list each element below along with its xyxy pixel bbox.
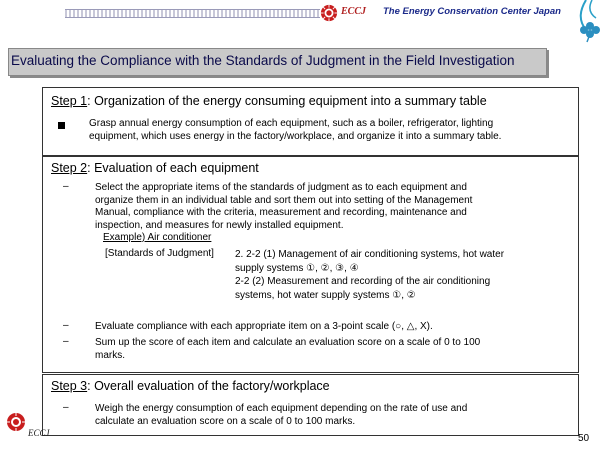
step1-box — [42, 87, 579, 156]
step1-title: : Organization of the energy consuming equipment into a summary table — [87, 94, 487, 108]
standards-line: supply systems ①, ②, ③, ④ — [235, 262, 359, 274]
step2-para3 — [95, 337, 480, 362]
step3-line: calculate an evaluation score on a scale of 0 to 100 marks. — [95, 415, 356, 427]
step2-line: inspection, and measures for newly installed equipment. — [95, 219, 344, 231]
dash-bullet-icon: – — [63, 402, 69, 413]
standards-line: 2-2 (2) Measurement and recording of the air conditioning — [235, 276, 491, 287]
page-number: 50 — [578, 433, 590, 444]
header-brand: ECCJ — [341, 6, 367, 17]
step1-number: Step 1 — [51, 94, 88, 108]
page-title: Evaluating the Compliance with the Standards of Judgment in the Field Investigation — [11, 53, 515, 68]
standards-label: [Standards of Judgment] — [105, 248, 214, 259]
standards-line: systems, hot water supply systems ①, ② — [235, 289, 416, 301]
step2-box — [42, 156, 579, 373]
step3-heading — [51, 379, 330, 393]
step2-line: marks. — [95, 349, 125, 361]
step3-line: Weigh the energy consumption of each equipment depending on the rate of use and — [95, 403, 468, 414]
step3-number: Step 3 — [51, 379, 88, 393]
step2-title: : Evaluation of each equipment — [87, 161, 259, 175]
step2-line: Manual, compliance with the criteria, measurement and recording, maintenance and — [95, 207, 467, 218]
standards-line: 2. 2-2 (1) Management of air conditioning systems, hot water — [235, 249, 505, 260]
clover-swoosh-icon — [556, 0, 600, 44]
title-banner — [8, 48, 547, 76]
step2-line: Select the appropriate items of the standards of judgment as to each equipment and — [95, 182, 467, 193]
example-label: Example) Air conditioner — [103, 232, 212, 243]
step1-heading — [51, 94, 487, 108]
step2-line: organize them in an individual table and sort them out into setting of the Management — [95, 194, 473, 206]
step1-line: equipment, which uses energy in the factory/workplace, and organize it into a summary table. — [89, 130, 502, 142]
step3-title: : Overall evaluation of the factory/workplace — [87, 379, 330, 393]
step2-number: Step 2 — [51, 161, 88, 175]
footer-brand: ECCJ — [28, 428, 50, 438]
step3-text — [95, 403, 467, 428]
step1-text — [89, 118, 501, 143]
dash-bullet-icon: – — [63, 181, 69, 192]
dash-bullet-icon: – — [63, 320, 69, 331]
header-rule — [65, 9, 320, 18]
step2-line: Sum up the score of each item and calculate an evaluation score on a scale of 0 to 100 — [95, 337, 481, 348]
header-org-name: The Energy Conservation Center Japan — [383, 6, 561, 17]
step1-line: Grasp annual energy consumption of each equipment, such as a boiler, refrigerator, lighting — [89, 118, 494, 129]
standards-list — [235, 248, 504, 302]
eccj-logo-icon — [320, 4, 338, 22]
step2-para1 — [95, 182, 472, 232]
dash-bullet-icon: – — [63, 336, 69, 347]
square-bullet-icon — [58, 122, 65, 129]
step2-heading — [51, 161, 259, 175]
step2-para2: Evaluate compliance with each appropriate item on a 3-point scale (○, △, X). — [95, 321, 433, 332]
eccj-logo-icon — [6, 412, 26, 432]
step3-box — [42, 374, 579, 436]
